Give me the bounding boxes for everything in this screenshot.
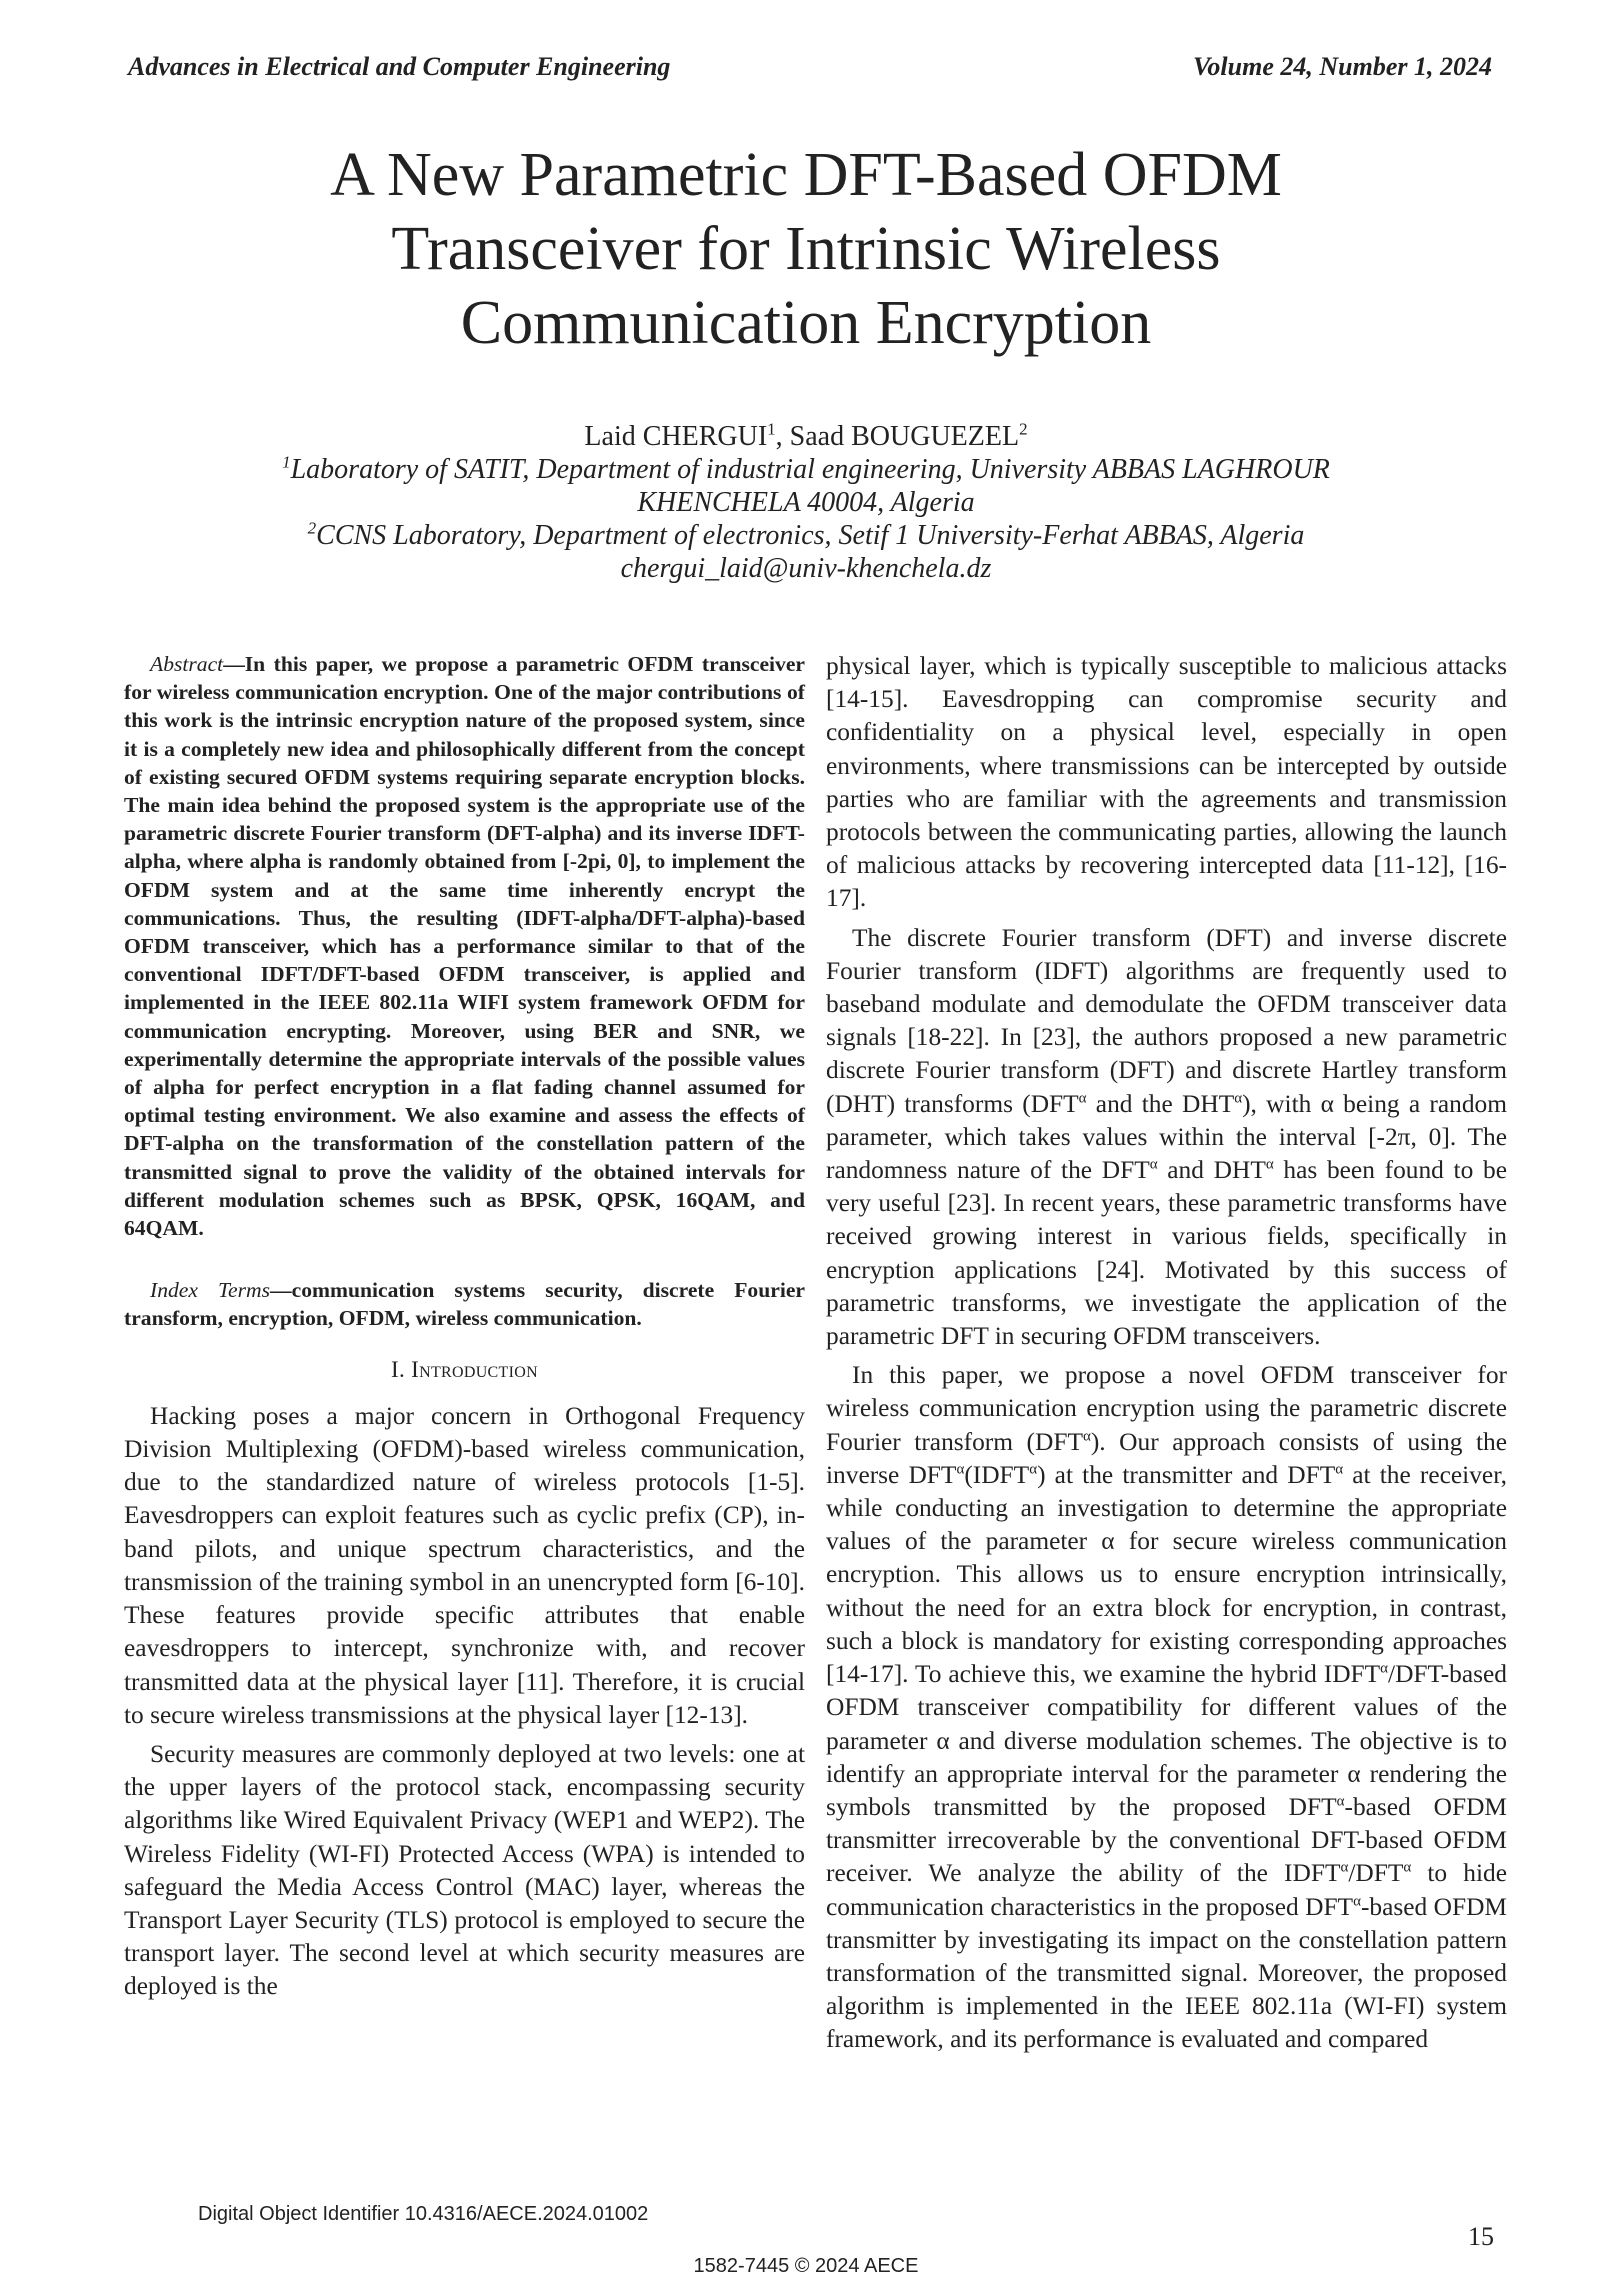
section-title: Introduction <box>411 1356 538 1382</box>
author-email: chergui_laid@univ-khenchela.dz <box>620 553 992 584</box>
author-2: Saad BOUGUEZEL <box>789 421 1020 452</box>
left-column <box>124 650 805 2004</box>
alpha-sup: α <box>1380 1660 1389 1677</box>
p4-text-e: has been found to be very useful [23]. In recent years, these parametric transforms have received growing interest in various fields, specifically in encryption applications [24]. Motivated by this success of parametric transforms, we investigate the application of the parametric DFT in securing OFDM transceivers. <box>826 1156 1507 1351</box>
index-terms-label: Index Terms <box>150 1278 271 1303</box>
affiliation-2-text: CCNS Laboratory, Department of electronics, Setif 1 University-Ferhat ABBAS, Algeria <box>316 520 1305 551</box>
alpha-sup: α <box>1340 1859 1349 1876</box>
title-line-1: A New Parametric DFT-Based OFDM <box>330 141 1282 209</box>
affiliation-1 <box>0 453 1612 486</box>
affiliation-1-line-2: KHENCHELA 40004, Algeria <box>637 487 975 518</box>
intro-paragraph-3: physical layer, which is typically susceptible to malicious attacks [14-15]. Eavesdropping can compromise security and confidentiality on a physical level, especially in open environments, where transmissions can be intercepted by outside parties who are familiar with the agreements and transmission protocols between the communicating parties, allowing the launch of malicious attacks by recovering intercepted data [11-12], [16-17]. <box>826 652 1507 913</box>
alpha-sup: α <box>1353 1893 1361 1910</box>
author-names <box>0 420 1612 453</box>
alpha-sup: α <box>1078 1090 1087 1107</box>
volume-info: Volume 24, Number 1, 2024 <box>1192 52 1492 81</box>
p5-text-d: ) at the transmitter and DFT <box>1037 1460 1336 1489</box>
author-block <box>0 420 1612 585</box>
p4-text-c: ), with α being a random parameter, which takes values within the interval [-2π, 0]. The randomness nature of the DFT <box>826 1089 1507 1185</box>
title-line-2: Transceiver for Intrinsic Wireless <box>391 215 1221 283</box>
intro-paragraph-1: Hacking poses a major concern in Orthogonal Frequency Division Multiplexing (OFDM)-based wireless communication, due to the standardized nature of wireless protocols [1-5]. Eavesdroppers can exploit features such as cyclic prefix (CP), in-band pilots, and unique spectrum characteristics, and the transmission of the training symbol in an unencrypted form [6-10]. These features provide specific attributes that enable eavesdroppers to intercept, synchronize with, and recover transmitted data at the physical layer [11]. Therefore, it is crucial to secure wireless transmissions at the physical layer [12-13]. <box>124 1401 805 1729</box>
index-terms <box>124 1276 805 1332</box>
p4-text-d: and DHT <box>1157 1156 1266 1185</box>
author-1-sup: 1 <box>767 419 776 439</box>
abstract-dash: — <box>223 652 245 676</box>
p5-text-g: -based OFDM transmitter irrecoverable by the conventional DFT-based OFDM receiver. We analyze the ability of the IDFT <box>826 1792 1507 1888</box>
footer-doi: Digital Object Identifier 10.4316/AECE.2024.01002 <box>198 2203 649 2225</box>
p5-text-b: ). Our approach consists of using the inverse DFT <box>826 1427 1508 1489</box>
alpha-sup: α <box>956 1461 965 1478</box>
affiliation-1-sup: 1 <box>282 452 291 472</box>
alpha-sup: α <box>1029 1461 1038 1478</box>
alpha-sup: α <box>1265 1156 1274 1173</box>
page-number: 15 <box>1468 2222 1494 2251</box>
alpha-sup: α <box>1335 1461 1344 1478</box>
index-terms-dash: — <box>270 1278 292 1303</box>
alpha-sup: α <box>1082 1428 1091 1445</box>
section-number: I. <box>391 1356 406 1382</box>
index-terms-text: communication systems security, discrete Fourier transform, encryption, OFDM, wireless communication. <box>124 1278 805 1331</box>
abstract <box>124 650 805 1242</box>
alpha-sup: α <box>1403 1859 1412 1876</box>
p5-text-j: -based OFDM transmitter by investigating its impact on the constellation pattern transformation of the transmitted signal. Moreover, the proposed algorithm is implemented in the IEEE 802.11a (WI-FI) system framework, and its performance is evaluated and compared <box>826 1892 1507 2054</box>
abstract-text: In this paper, we propose a parametric OFDM transceiver for wireless communication encryption. One of the major contributions of this work is the intrinsic encryption nature of the proposed system, since it is a completely new idea and philosophically different from the concept of existing secured OFDM systems requiring separate encryption blocks. The main idea behind the proposed system is the appropriate use of the parametric discrete Fourier transform (DFT-alpha) and its inverse IDFT-alpha, where alpha is randomly obtained from [-2pi, 0], to implement the OFDM system and at the same time inherently encrypt the communications. Thus, the resulting (IDFT-alpha/DFT-alpha)-based OFDM transceiver, which has a performance similar to that of the conventional IDFT/DFT-based OFDM transceiver, is applied and implemented in the IEEE 802.11a WIFI system framework OFDM for communication encrypting. Moreover, using BER and SNR, we experimentally determine the appropriate intervals of the possible values of alpha for perfect encryption in a flat fading channel assumed for optimal testing environment. We also examine and assess the effects of DFT-alpha on the transformation of the constellation pattern of the transmitted signal to prove the validity of the obtained intervals for different modulation schemes such as BPSK, QPSK, 16QAM, and 64QAM. <box>124 652 805 1241</box>
title-line-3: Communication Encryption <box>460 289 1152 357</box>
p5-text-a: In this paper, we propose a novel OFDM transceiver for wireless communication encryption using the parametric discrete Fourier transform (DFT <box>826 1361 1507 1456</box>
alpha-sup: α <box>1149 1156 1158 1173</box>
right-column <box>826 650 1507 2057</box>
intro-paragraph-4 <box>826 922 1507 1354</box>
affiliation-2 <box>0 519 1612 552</box>
paper-title <box>0 138 1612 360</box>
intro-paragraph-2: Security measures are commonly deployed at two levels: one at the upper layers of the protocol stack, encompassing security algorithms like Wired Equivalent Privacy (WEP1 and WEP2). The Wireless Fidelity (WI-FI) Protected Access (WPA) is intended to safeguard the Media Access Control (MAC) layer, whereas the Transport Layer Security (TLS) protocol is employed to secure the transport layer. The second level at which security measures are deployed is the <box>124 1739 805 2001</box>
alpha-sup: α <box>1234 1090 1243 1107</box>
author-1: Laid CHERGUI <box>584 421 768 452</box>
p5-text-c: (IDFT <box>964 1460 1030 1489</box>
affiliation-1-line-1: Laboratory of SATIT, Department of industrial engineering, University ABBAS LAGHROUR <box>290 454 1330 485</box>
abstract-label: Abstract <box>150 652 224 676</box>
p5-text-h: /DFT <box>1348 1859 1404 1888</box>
author-2-sup: 2 <box>1019 419 1028 439</box>
p5-text-e: at the receiver, while conducting an investigation to determine the appropriate values of the parameter α for secure wireless communication encryption. This allows us to ensure encryption intrinsically, without the need for an extra block for encryption, in contrast, such a block is mandatory for existing corresponding approaches [14-17]. To achieve this, we examine the hybrid IDFT <box>826 1460 1507 1689</box>
p5-text-f: /DFT-based OFDM transceiver compatibility for different values of the parameter α and diverse modulation schemes. The objective is to identify an appropriate interval for the parameter α rendering the symbols transmitted by the proposed DFT <box>826 1660 1507 1821</box>
section-heading-introduction <box>124 1353 805 1386</box>
alpha-sup: α <box>1336 1793 1345 1810</box>
footer-issn: 1582-7445 © 2024 AECE <box>693 2255 919 2277</box>
journal-name: Advances in Electrical and Computer Engineering <box>128 52 671 81</box>
p5-text-i: to hide communication characteristics in the proposed DFT <box>826 1859 1507 1921</box>
p4-text-b: and the DHT <box>1086 1089 1235 1118</box>
affiliation-2-sup: 2 <box>307 518 317 538</box>
intro-paragraph-5 <box>826 1359 1507 2056</box>
author-separator: , <box>775 421 790 452</box>
p4-text-a: The discrete Fourier transform (DFT) and inverse discrete Fourier transform (IDFT) algorithms are frequently used to baseband modulate and demodulate the OFDM transceiver data signals [18-22]. In [23], the authors proposed a new parametric discrete Fourier transform (DFT) and discrete Hartley transform (DHT) transforms (DFT <box>826 923 1507 1118</box>
